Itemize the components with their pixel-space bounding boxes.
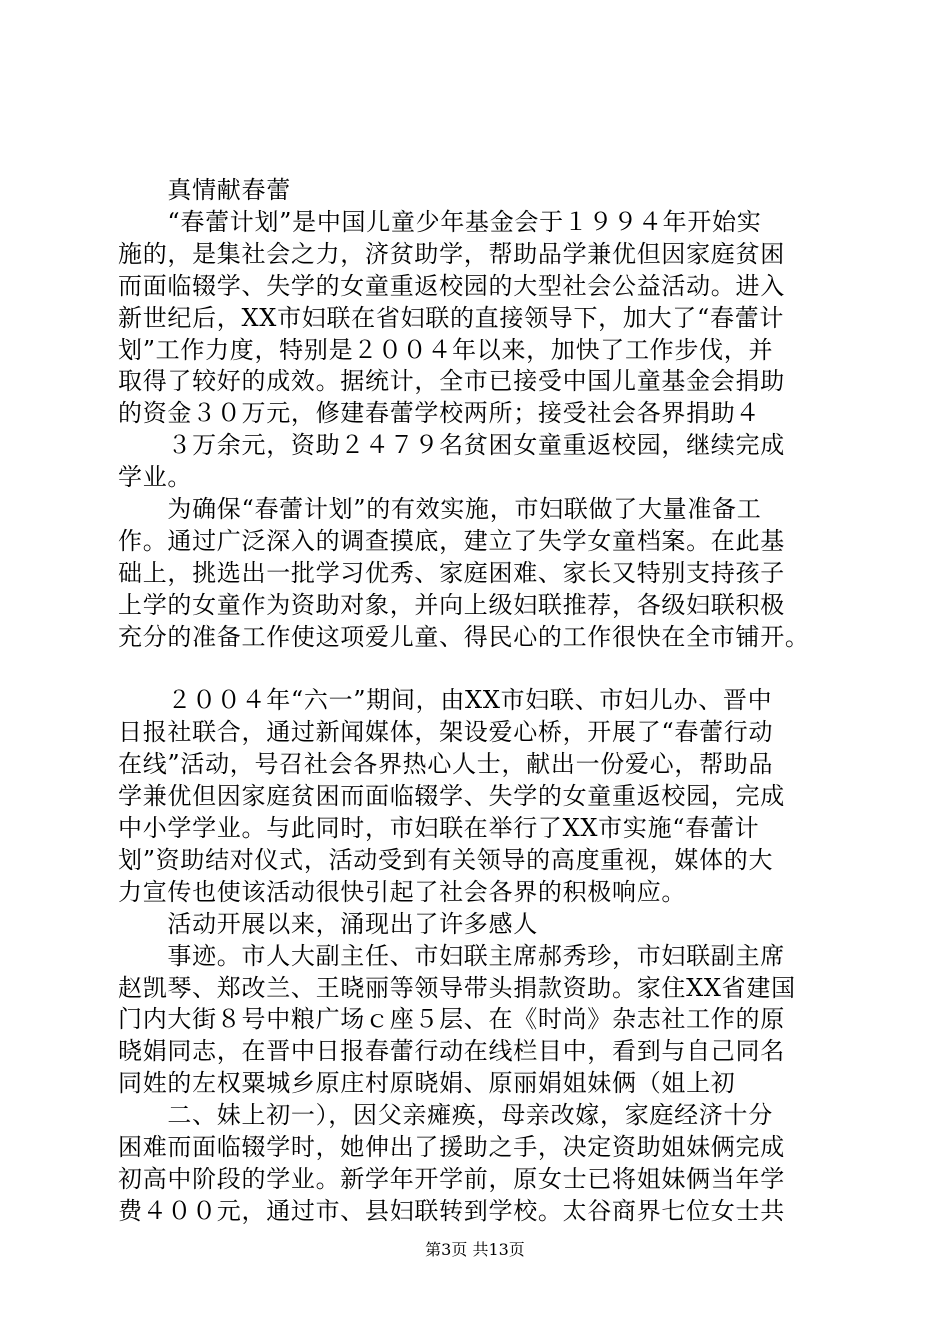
text-line: 础上，挑选出一批学习优秀、家庭困难、家长又特别支持孩子 [118,558,785,587]
text-line: 学业。 [118,463,193,492]
text-line: 充分的准备工作使这项爱儿童、得民心的工作很快在全市铺开。 [118,622,810,651]
text-line: 作。通过广泛深入的调查摸底，建立了失学女童档案。在此基 [118,526,785,555]
text-line: 力宣传也使该活动很快引起了社会各界的积极响应。 [118,877,687,906]
text-line: 取得了较好的成效。据统计，全市已接受中国儿童基金会捐助 [118,367,785,396]
text-line: 活动开展以来，涌现出了许多感人 [118,909,538,938]
text-line: 在线”活动，号召社会各界热心人士，献出一份爱心，帮助品 [118,750,774,779]
text-line: 为确保“春蕾计划”的有效实施，市妇联做了大量准备工 [118,495,762,523]
text-line: 赵凯琴、郑改兰、王晓丽等领导带头捐款资助。家住XX省建国 [118,973,796,1002]
text-line: “春蕾计划”是中国儿童少年基金会于１９９４年开始实 [118,207,762,236]
text-line: 新世纪后，XX市妇联在省妇联的直接领导下，加大了“春蕾计 [118,303,785,332]
text-line: 日报社联合，通过新闻媒体，架设爱心桥，开展了“春蕾行动 [118,718,774,747]
text-line: 划”工作力度，特别是２００４年以来，加快了工作步伐，并 [118,335,774,364]
text-line: 困难而面临辍学时，她伸出了援助之手，决定资助姐妹俩完成 [118,1133,785,1161]
text-line: 而面临辍学、失学的女童重返校园的大型社会公益活动。进入 [118,271,785,300]
text-line: 费４００元，通过市、县妇联转到学校。太谷商界七位女士共 [118,1196,785,1225]
text-line: 初高中阶段的学业。新学年开学前，原女士已将姐妹俩当年学 [118,1164,785,1193]
text-line: 的资金３０万元，修建春蕾学校两所；接受社会各界捐助４ [118,399,761,428]
text-line: ３万余元，资助２４７９名贫困女童重返校园，继续完成 [118,431,785,460]
text-line: 晓娟同志，在晋中日报春蕾行动在线栏目中，看到与自己同名 [118,1037,785,1066]
text-line: 事迹。市人大副主任、市妇联主席郝秀珍，市妇联副主席 [118,941,785,970]
text-line: ２００４年“六一”期间，由XX市妇联、市妇儿办、晋中 [118,686,773,715]
text-line: 二、妹上初一），因父亲瘫痪，母亲改嫁，家庭经济十分 [118,1101,773,1130]
text-line: 中小学学业。与此同时，市妇联在举行了XX市实施“春蕾计 [118,814,760,842]
text-line: 学兼优但因家庭贫困而面临辍学、失学的女童重返校园，完成 [118,782,785,811]
text-line: 真情献春蕾 [118,176,291,204]
text-line: 划”资助结对仪式，活动受到有关领导的高度重视，媒体的大 [118,845,774,874]
text-line: 门内大街８号中粮广场ｃ座５层、在《时尚》杂志社工作的原 [118,1005,785,1034]
text-line: 施的，是集社会之力，济贫助学，帮助品学兼优但因家庭贫困 [118,239,785,268]
text-line: 上学的女童作为资助对象，并向上级妇联推荐，各级妇联积极 [118,590,785,619]
page-footer: 第3页 共13页 [425,1240,525,1259]
text-line: 同姓的左权粟城乡原庄村原晓娟、原丽娟姐妹俩（姐上初 [118,1069,736,1098]
